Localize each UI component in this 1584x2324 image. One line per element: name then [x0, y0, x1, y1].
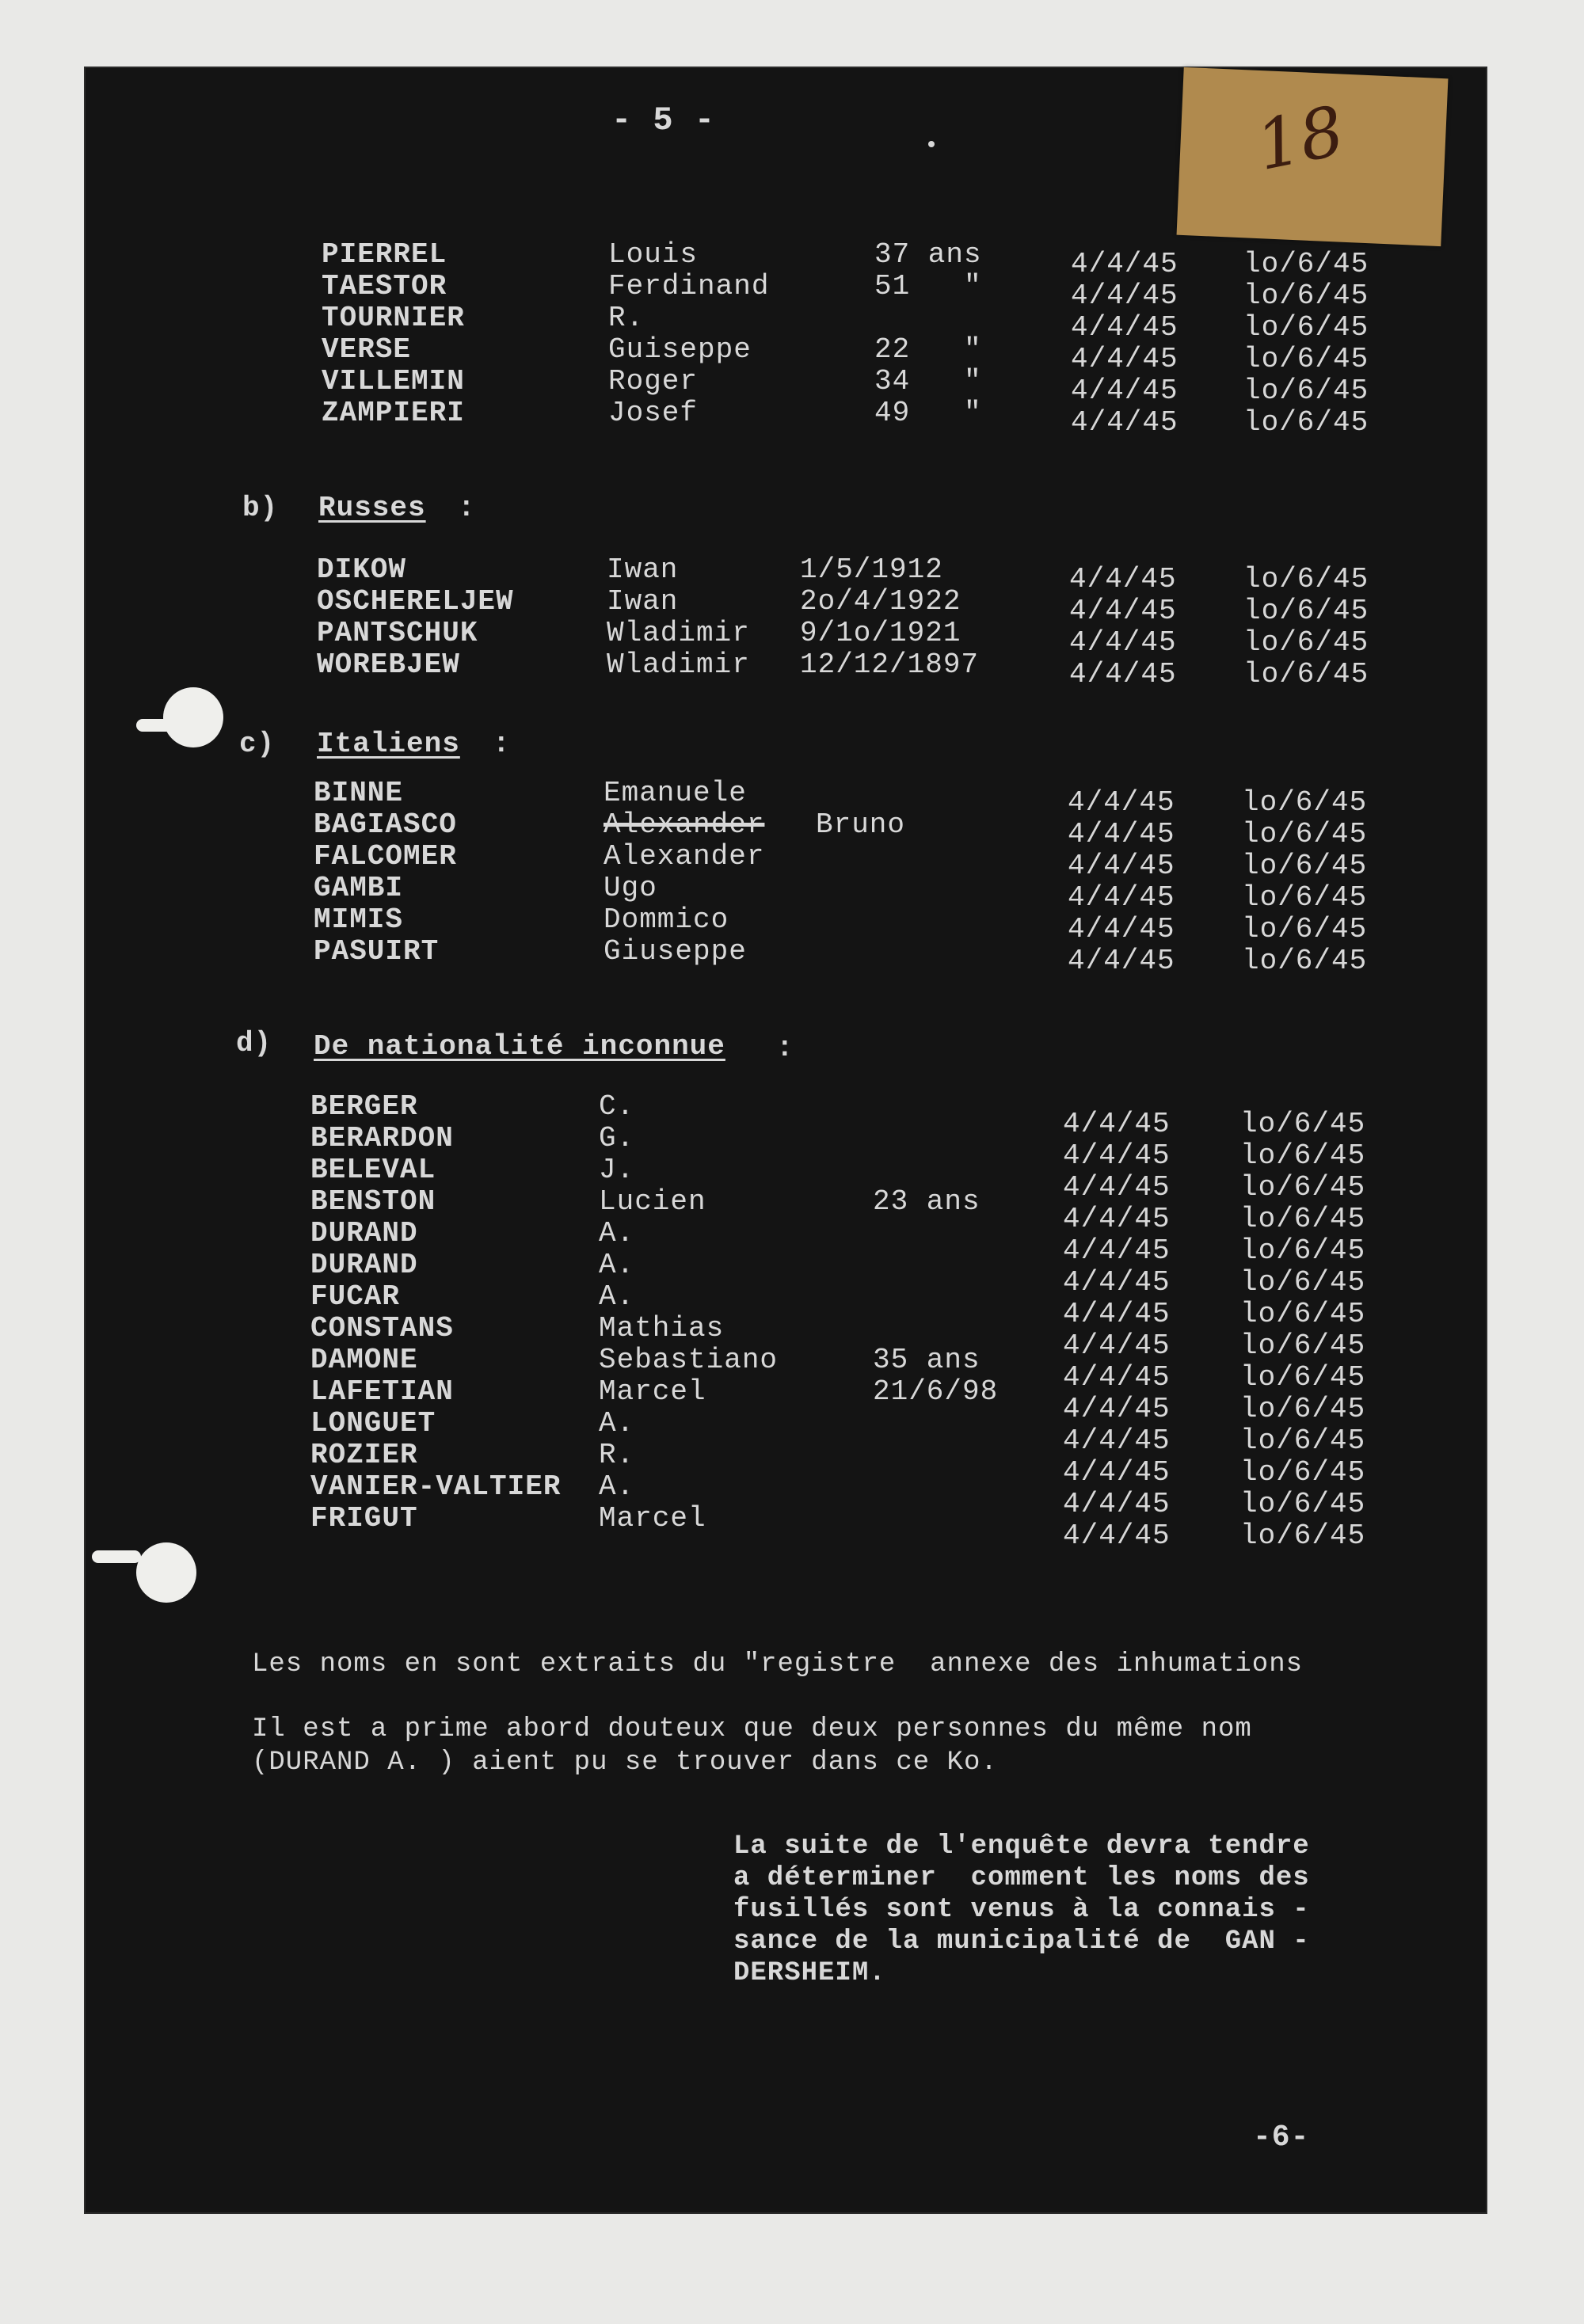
punch-hole-lower [136, 1542, 196, 1603]
entry-date-burial: lo/6/45 [1242, 913, 1368, 945]
entry-firstname: Josef [608, 397, 699, 429]
entry-surname: ZAMPIERI [322, 397, 465, 429]
entry-firstname: Dommico [604, 903, 729, 936]
entry-firstname: Giuseppe [604, 935, 747, 968]
entry-surname: BERARDON [310, 1122, 454, 1154]
entry-date-death: 4/4/45 [1063, 1298, 1171, 1330]
entry-date-burial: lo/6/45 [1243, 280, 1369, 312]
entry-firstname: A. [599, 1470, 635, 1503]
section-c-letter: c) [239, 728, 276, 760]
entry-date-death: 4/4/45 [1069, 658, 1177, 690]
entry-firstname: A. [599, 1407, 635, 1440]
entry-date-burial: lo/6/45 [1243, 595, 1369, 627]
entry-firstname: Ugo [604, 872, 657, 904]
entry-surname: DURAND [310, 1249, 418, 1281]
entry-surname: BELEVAL [310, 1154, 436, 1186]
section-b-heading: Russes [318, 492, 426, 524]
entry-detail: 21/6/98 [873, 1375, 999, 1408]
conclusion-line: a déterminer comment les noms des [733, 1863, 1310, 1893]
entry-detail: 2o/4/1922 [800, 585, 961, 618]
entry-date-burial: lo/6/45 [1240, 1393, 1366, 1425]
section-b-colon: : [458, 492, 476, 524]
entry-surname: PANTSCHUK [317, 617, 478, 649]
entry-detail: 1/5/1912 [800, 553, 943, 586]
entry-surname: PASUIRT [314, 935, 440, 968]
entry-date-death: 4/4/45 [1063, 1424, 1171, 1457]
entry-firstname: G. [599, 1122, 635, 1154]
entry-detail: 22 " [874, 333, 982, 366]
entry-surname: OSCHERELJEW [317, 585, 514, 618]
section-d-letter: d) [236, 1027, 272, 1059]
entry-date-burial: lo/6/45 [1243, 311, 1369, 344]
entry-date-burial: lo/6/45 [1243, 375, 1369, 407]
entry-detail: 37 ans [874, 238, 982, 271]
entry-date-burial: lo/6/45 [1240, 1424, 1366, 1457]
entry-date-burial: lo/6/45 [1242, 881, 1368, 914]
punch-hole-lower-tear [92, 1550, 141, 1563]
entry-date-burial: lo/6/45 [1240, 1329, 1366, 1362]
entry-date-death: 4/4/45 [1071, 311, 1178, 344]
entry-firstname: Alexander [604, 808, 765, 841]
conclusion-line: DERSHEIM. [733, 1958, 886, 1988]
entry-surname: PIERREL [322, 238, 447, 271]
entry-detail: 9/1o/1921 [800, 617, 961, 649]
entry-date-burial: lo/6/45 [1240, 1298, 1366, 1330]
entry-surname: VILLEMIN [322, 365, 465, 397]
entry-firstname: C. [599, 1090, 635, 1123]
entry-firstname: Wladimir [607, 617, 750, 649]
entry-date-burial: lo/6/45 [1240, 1456, 1366, 1489]
entry-detail: 12/12/1897 [800, 649, 980, 681]
entry-surname: LAFETIAN [310, 1375, 454, 1408]
punch-hole-upper [163, 687, 223, 747]
entry-date-death: 4/4/45 [1068, 786, 1175, 819]
section-c-colon: : [493, 728, 511, 760]
entry-surname: VANIER-VALTIER [310, 1470, 562, 1503]
entry-date-burial: lo/6/45 [1242, 786, 1368, 819]
entry-date-death: 4/4/45 [1063, 1171, 1171, 1204]
entry-date-burial: lo/6/45 [1243, 658, 1369, 690]
entry-date-burial: lo/6/45 [1240, 1234, 1366, 1267]
entry-detail: 23 ans [873, 1185, 980, 1218]
entry-surname: TAESTOR [322, 270, 447, 302]
entry-date-death: 4/4/45 [1063, 1456, 1171, 1489]
page-number: - 5 - [611, 101, 716, 139]
entry-date-death: 4/4/45 [1068, 818, 1175, 850]
entry-detail: 35 ans [873, 1344, 980, 1376]
entry-surname: TOURNIER [322, 302, 465, 334]
entry-surname: BENSTON [310, 1185, 436, 1218]
entry-firstname: Marcel [599, 1375, 706, 1408]
entry-date-death: 4/4/45 [1071, 375, 1178, 407]
entry-date-burial: lo/6/45 [1242, 818, 1368, 850]
section-d-colon: : [776, 1032, 794, 1064]
entry-detail: Bruno [816, 808, 906, 841]
entry-surname: BAGIASCO [314, 808, 457, 841]
entry-surname: DIKOW [317, 553, 407, 586]
entry-firstname: R. [599, 1439, 635, 1471]
entry-date-burial: lo/6/45 [1242, 850, 1368, 882]
entry-date-death: 4/4/45 [1071, 406, 1178, 439]
entry-date-death: 4/4/45 [1068, 881, 1175, 914]
entry-date-burial: lo/6/45 [1240, 1108, 1366, 1140]
entry-date-burial: lo/6/45 [1243, 563, 1369, 595]
entry-firstname: Sebastiano [599, 1344, 779, 1376]
entry-date-burial: lo/6/45 [1243, 626, 1369, 659]
entry-surname: BINNE [314, 777, 404, 809]
entry-firstname: J. [599, 1154, 635, 1186]
entry-surname: ROZIER [310, 1439, 418, 1471]
archive-corner-tag [1177, 67, 1449, 246]
entry-surname: GAMBI [314, 872, 404, 904]
entry-date-death: 4/4/45 [1063, 1139, 1171, 1172]
entry-firstname: A. [599, 1249, 635, 1281]
entry-date-death: 4/4/45 [1063, 1488, 1171, 1520]
entry-date-burial: lo/6/45 [1240, 1171, 1366, 1204]
entry-date-death: 4/4/45 [1063, 1520, 1171, 1552]
entry-date-death: 4/4/45 [1063, 1266, 1171, 1299]
entry-surname: MIMIS [314, 903, 404, 936]
entry-date-death: 4/4/45 [1069, 563, 1177, 595]
entry-firstname: Ferdinand [608, 270, 770, 302]
entry-date-death: 4/4/45 [1071, 280, 1178, 312]
conclusion-line: fusillés sont venus à la connais - [733, 1895, 1310, 1925]
entry-date-death: 4/4/45 [1069, 626, 1177, 659]
entry-firstname: Alexander [604, 840, 765, 873]
entry-firstname: Mathias [599, 1312, 725, 1345]
entry-firstname: Iwan [607, 585, 679, 618]
entry-date-burial: lo/6/45 [1240, 1361, 1366, 1394]
entry-surname: CONSTANS [310, 1312, 454, 1345]
entry-firstname: Wladimir [607, 649, 750, 681]
doubt-note-line-1: Il est a prime abord douteux que deux personnes du même nom [252, 1714, 1252, 1744]
entry-firstname: Guiseppe [608, 333, 752, 366]
entry-firstname: Iwan [607, 553, 679, 586]
entry-date-death: 4/4/45 [1063, 1329, 1171, 1362]
section-b-letter: b) [242, 492, 279, 524]
source-note: Les noms en sont extraits du "registre annexe des inhumations [252, 1649, 1304, 1679]
entry-date-death: 4/4/45 [1071, 343, 1178, 375]
entry-firstname: Lucien [599, 1185, 706, 1218]
entry-surname: DAMONE [310, 1344, 418, 1376]
entry-date-burial: lo/6/45 [1242, 945, 1368, 977]
entry-date-death: 4/4/45 [1063, 1203, 1171, 1235]
entry-date-burial: lo/6/45 [1243, 343, 1369, 375]
entry-surname: BERGER [310, 1090, 418, 1123]
entry-date-burial: lo/6/45 [1240, 1520, 1366, 1552]
stray-mark [928, 141, 935, 147]
entry-surname: FALCOMER [314, 840, 457, 873]
entry-date-burial: lo/6/45 [1243, 406, 1369, 439]
entry-surname: FUCAR [310, 1280, 401, 1313]
entry-detail: 49 " [874, 397, 982, 429]
punch-hole-upper-tear [136, 719, 185, 732]
section-c-heading: Italiens [317, 728, 460, 760]
entry-date-burial: lo/6/45 [1240, 1266, 1366, 1299]
conclusion-line: La suite de l'enquête devra tendre [733, 1831, 1310, 1862]
entry-surname: FRIGUT [310, 1502, 418, 1535]
entry-date-death: 4/4/45 [1068, 850, 1175, 882]
doubt-note-line-2: (DURAND A. ) aient pu se trouver dans ce Ko. [252, 1748, 998, 1778]
entry-detail: 34 " [874, 365, 982, 397]
conclusion-line: sance de la municipalité de GAN - [733, 1927, 1310, 1957]
entry-surname: DURAND [310, 1217, 418, 1249]
handwritten-page-number: 18 [1250, 91, 1351, 187]
entry-date-death: 4/4/45 [1063, 1108, 1171, 1140]
entry-surname: WOREBJEW [317, 649, 460, 681]
entry-firstname: Roger [608, 365, 699, 397]
entry-date-burial: lo/6/45 [1243, 248, 1369, 280]
entry-date-burial: lo/6/45 [1240, 1139, 1366, 1172]
entry-date-death: 4/4/45 [1063, 1393, 1171, 1425]
entry-date-death: 4/4/45 [1069, 595, 1177, 627]
entry-surname: LONGUET [310, 1407, 436, 1440]
entry-date-death: 4/4/45 [1068, 913, 1175, 945]
entry-date-death: 4/4/45 [1063, 1234, 1171, 1267]
entry-firstname: A. [599, 1280, 635, 1313]
entry-firstname: Marcel [599, 1502, 706, 1535]
entry-date-death: 4/4/45 [1068, 945, 1175, 977]
section-d-heading: De nationalité inconnue [314, 1030, 725, 1063]
entry-surname: VERSE [322, 333, 412, 366]
entry-date-burial: lo/6/45 [1240, 1488, 1366, 1520]
entry-date-death: 4/4/45 [1063, 1361, 1171, 1394]
next-page-marker: -6- [1253, 2121, 1310, 2155]
entry-detail: 51 " [874, 270, 982, 302]
entry-date-burial: lo/6/45 [1240, 1203, 1366, 1235]
entry-firstname: Emanuele [604, 777, 747, 809]
entry-date-death: 4/4/45 [1071, 248, 1178, 280]
entry-firstname: R. [608, 302, 645, 334]
entry-firstname: A. [599, 1217, 635, 1249]
entry-firstname: Louis [608, 238, 699, 271]
